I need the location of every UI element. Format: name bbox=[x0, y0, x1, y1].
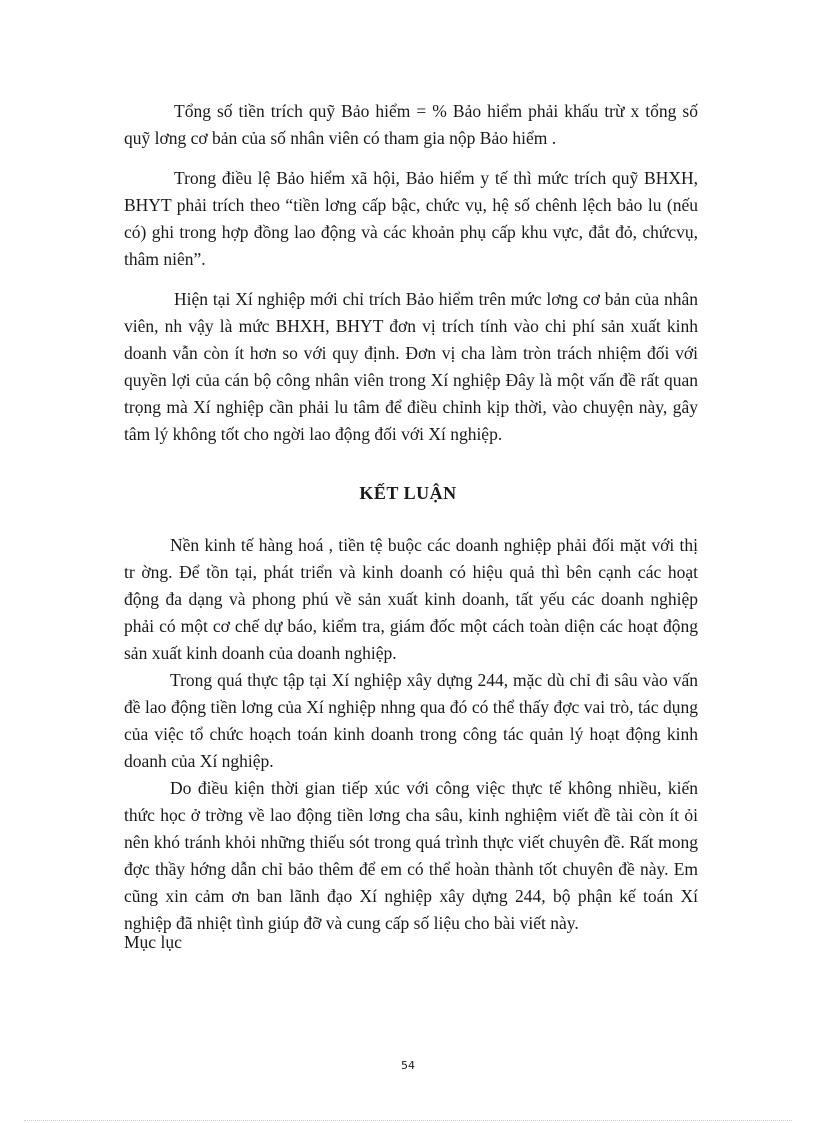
paragraph-insurance-total: Tổng số tiền trích quỹ Bảo hiểm = % Bảo hiểm phải khấu trừ x tổng số quỹ lơng cơ bản của số nhân viên có tham gia nộp Bảo hiểm . bbox=[124, 101, 698, 148]
conclusion-heading: KẾT LUẬN bbox=[359, 483, 457, 503]
conclusion-paragraph: Do điều kiện thời gian tiếp xúc với công việc thực tế không nhiều, kiến thức học ở trờng về lao động tiền lơng cha sâu, kinh nghiệm viết đề tài còn ít ỏi nên khó tránh khỏi những thiếu sót trong quá trình thực viết chuyên đề. Rất mong đợc thầy hớng dẫn chỉ bảo thêm để em có thể hoàn thành tốt chuyên đề này. Em cũng xin cảm ơn ban lãnh đạo Xí nghiệp xây dựng 244, bộ phận kế toán Xí nghiệp đã nhiệt tình giúp đỡ và cung cấp số liệu cho bài viết này. bbox=[124, 778, 698, 933]
page-number: 54 bbox=[401, 1059, 415, 1072]
page-bottom-divider bbox=[24, 1120, 792, 1121]
paragraph-insurance-regulation: Trong điều lệ Bảo hiểm xã hội, Bảo hiểm y tế thì mức trích quỹ BHXH, BHYT phải trích theo “tiền lơng cấp bậc, chức vụ, hệ số chênh lệch bảo lu (nếu có) ghi trong hợp đồng lao động và các khoản phụ cấp khu vực, đắt đỏ, chứcvụ, thâm niên”. bbox=[124, 168, 698, 269]
conclusion-section bbox=[124, 532, 698, 937]
conclusion-paragraph: Nền kinh tế hàng hoá , tiền tệ buộc các doanh nghiệp phải đối mặt với thị tr ờng. Để tồn tại, phát triển và kinh doanh có hiệu quả thì bên cạnh các hoạt động đa dạng và phong phú về sản xuất kinh doanh, tất yếu các doanh nghiệp phải có một cơ chế dự báo, kiểm tra, giám đốc một cách toàn diện các hoạt động sản xuất kinh doanh của doanh nghiệp. bbox=[124, 535, 698, 663]
conclusion-paragraph: Trong quá thực tập tại Xí nghiệp xây dựng 244, mặc dù chỉ đi sâu vào vấn đề lao động tiền lơng của Xí nghiệp nhng qua đó có thể thấy đợc vai trò, tác dụng của việc tổ chức hoạch toán kinh doanh trong công tác quản lý hoạt động kinh doanh của Xí nghiệp. bbox=[124, 670, 698, 771]
body-section bbox=[124, 98, 698, 448]
paragraph-current-situation: Hiện tại Xí nghiệp mới chỉ trích Bảo hiểm trên mức lơng cơ bản của nhân viên, nh vậy là mức BHXH, BHYT đơn vị trích tính vào chi phí sản xuất kinh doanh vẫn còn ít hơn so với quy định. Đơn vị cha làm tròn trách nhiệm đối với quyền lợi của cán bộ công nhân viên trong Xí nghiệp Đây là một vấn đề rất quan trọng mà Xí nghiệp cần phải lu tâm để điều chỉnh kịp thời, vào chuyện này, gây tâm lý không tốt cho ngời lao động đối với Xí nghiệp. bbox=[124, 289, 698, 444]
table-of-contents-label: Mục lục bbox=[124, 932, 182, 952]
